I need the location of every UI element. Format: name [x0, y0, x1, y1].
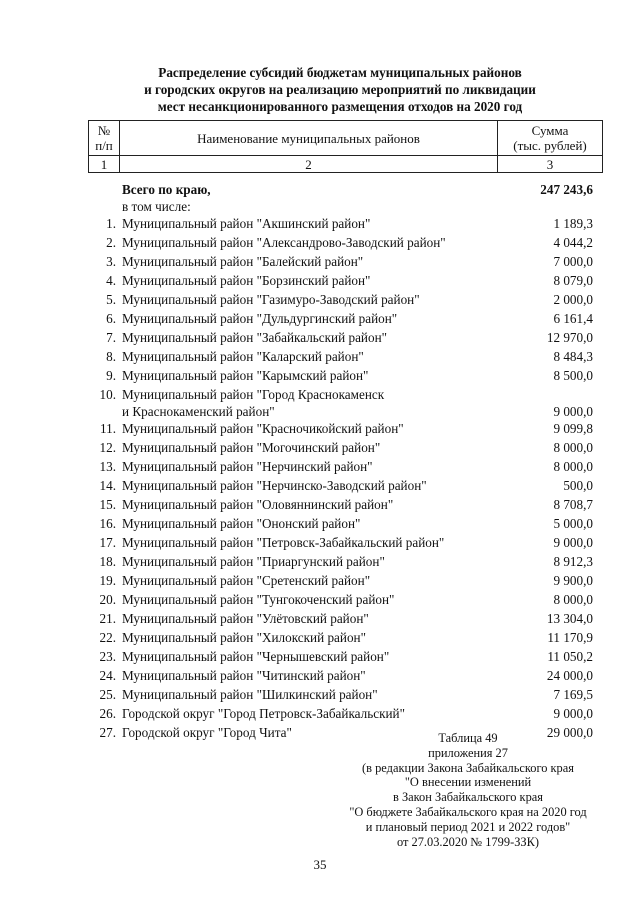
row-name: Муниципальный район "Балейский район"	[122, 254, 364, 269]
note-line: Таблица 49	[438, 731, 498, 745]
table-row	[88, 348, 603, 367]
note-line: и плановый период 2021 и 2022 годов"	[365, 819, 571, 834]
note-line: (в редакции Закона Забайкальского края	[362, 760, 574, 775]
row-name: Муниципальный район "Могочинский район"	[122, 440, 381, 455]
row-name: Городской округ "Город Петровск-Забайкальский"	[122, 706, 405, 721]
row-name: Муниципальный район "Тунгокоченский район"	[122, 592, 395, 607]
row-name: Муниципальный район "Чернышевский район"	[122, 649, 390, 664]
row-number: 14.	[99, 478, 116, 493]
row-number: 5.	[106, 292, 116, 307]
table-row	[88, 291, 603, 310]
appendix-note	[318, 731, 618, 849]
row-value: 7 000,0	[553, 254, 593, 269]
row-value: 9 000,0	[553, 404, 593, 419]
table-row	[88, 705, 603, 724]
row-name: Муниципальный район "Нерчинско-Заводский район"	[122, 478, 427, 493]
row-name: Муниципальный район "Александрово-Заводский район"	[122, 235, 446, 250]
row-number: 16.	[99, 516, 116, 531]
table-row	[88, 458, 603, 477]
row-name: Муниципальный район "Оловяннинский район"	[122, 497, 394, 512]
row-value: 8 708,7	[553, 497, 593, 512]
row-name-line2: и Краснокаменский район"	[122, 404, 275, 419]
header-index-2: 2	[120, 156, 498, 173]
header-num-cell	[89, 121, 120, 156]
subtotal-caption: в том числе:	[122, 199, 191, 214]
row-value: 12 970,0	[546, 330, 593, 345]
title-line: Распределение субсидий бюджетам муниципальных районов	[158, 65, 522, 80]
row-name	[122, 386, 522, 420]
row-name: Муниципальный район "Забайкальский район"	[122, 330, 388, 345]
row-number: 25.	[99, 687, 116, 702]
header-num-line1: №	[97, 123, 111, 138]
table-row	[88, 234, 603, 253]
note-line: в Закон Забайкальского края	[393, 790, 543, 805]
header-index-3: 3	[498, 156, 603, 173]
row-value: 8 000,0	[553, 459, 593, 474]
row-number: 17.	[99, 535, 116, 550]
row-value: 1 189,3	[553, 216, 593, 231]
table-header	[88, 120, 603, 173]
row-value: 8 484,3	[553, 349, 593, 364]
row-number: 26.	[99, 706, 116, 721]
total-value: 247 243,6	[540, 182, 593, 197]
row-name: Муниципальный район "Красночикойский район"	[122, 421, 404, 436]
table-row	[88, 686, 603, 705]
row-name-line1: Муниципальный район "Город Краснокаменск	[122, 387, 385, 402]
row-name: Муниципальный район "Каларский район"	[122, 349, 364, 364]
table-row	[88, 253, 603, 272]
row-number: 22.	[99, 630, 116, 645]
row-name: Муниципальный район "Сретенский район"	[122, 573, 371, 588]
row-number: 11.	[100, 421, 116, 436]
row-name: Муниципальный район "Борзинский район"	[122, 273, 371, 288]
row-number: 19.	[99, 573, 116, 588]
table-row	[88, 610, 603, 629]
note-line: приложения 27	[428, 745, 508, 760]
row-name: Муниципальный район "Петровск-Забайкальский район"	[122, 535, 445, 550]
row-number: 21.	[99, 611, 116, 626]
row-value: 24 000,0	[546, 668, 593, 683]
row-name: Муниципальный район "Газимуро-Заводский район"	[122, 292, 420, 307]
row-value: 9 000,0	[553, 535, 593, 550]
row-number: 1.	[106, 216, 116, 231]
page-number: 35	[313, 857, 327, 872]
row-name: Муниципальный район "Дульдургинский район"	[122, 311, 398, 326]
total-row	[88, 181, 603, 198]
row-name: Муниципальный район "Акшинский район"	[122, 216, 371, 231]
row-number: 12.	[99, 440, 116, 455]
row-value: 2 000,0	[553, 292, 593, 307]
row-value: 9 099,8	[553, 421, 593, 436]
row-number: 24.	[99, 668, 116, 683]
row-value: 29 000,0	[546, 725, 593, 740]
header-sum-cell	[498, 121, 603, 156]
row-number: 20.	[99, 592, 116, 607]
table-row	[88, 667, 603, 686]
document-title	[70, 64, 610, 115]
table-row	[88, 272, 603, 291]
row-name: Муниципальный район "Хилокский район"	[122, 630, 366, 645]
row-name: Муниципальный район "Шилкинский район"	[122, 687, 378, 702]
table-row	[88, 553, 603, 572]
row-number: 18.	[99, 554, 116, 569]
row-value: 8 000,0	[553, 440, 593, 455]
header-index-1: 1	[89, 156, 120, 173]
table-row	[88, 367, 603, 386]
table-row	[88, 329, 603, 348]
row-number: 6.	[106, 311, 116, 326]
row-name: Муниципальный район "Приаргунский район"	[122, 554, 385, 569]
total-label: Всего по краю,	[122, 182, 211, 197]
row-number: 23.	[99, 649, 116, 664]
table-row	[88, 648, 603, 667]
row-number: 3.	[106, 254, 116, 269]
row-number: 13.	[99, 459, 116, 474]
row-value: 8 912,3	[553, 554, 593, 569]
row-value: 6 161,4	[553, 311, 593, 326]
table-row	[88, 496, 603, 515]
row-number: 10.	[99, 387, 116, 402]
row-name: Городской округ "Город Чита"	[122, 725, 292, 740]
row-value: 8 000,0	[553, 592, 593, 607]
header-name-cell: Наименование муниципальных районов	[120, 121, 498, 156]
note-line: "О бюджете Забайкальского края на 2020 год	[349, 804, 587, 819]
row-number: 4.	[106, 273, 116, 288]
table-row	[88, 515, 603, 534]
table-row	[88, 591, 603, 610]
table-row	[88, 386, 603, 420]
header-sum-line1: Сумма	[531, 123, 569, 138]
row-number: 27.	[99, 725, 116, 740]
row-value: 500,0	[563, 478, 593, 493]
row-number: 7.	[106, 330, 116, 345]
table-row	[88, 572, 603, 591]
title-line: мест несанкционированного размещения отходов на 2020 год	[157, 99, 523, 114]
subtotal-caption-row	[88, 198, 603, 215]
row-value: 5 000,0	[553, 516, 593, 531]
row-number: 9.	[106, 368, 116, 383]
title-line: и городских округов на реализацию мероприятий по ликвидации	[144, 82, 536, 97]
row-value: 8 079,0	[553, 273, 593, 288]
row-name: Муниципальный район "Читинский район"	[122, 668, 366, 683]
table-row	[88, 477, 603, 496]
row-name: Муниципальный район "Нерчинский район"	[122, 459, 373, 474]
row-value: 13 304,0	[546, 611, 593, 626]
table-row	[88, 629, 603, 648]
header-num-line2: п/п	[95, 138, 113, 153]
table-row	[88, 420, 603, 439]
table-row	[88, 439, 603, 458]
row-number: 8.	[106, 349, 116, 364]
row-number: 2.	[106, 235, 116, 250]
table-row	[88, 310, 603, 329]
row-number: 15.	[99, 497, 116, 512]
note-line: "О внесении изменений	[404, 775, 532, 790]
row-value: 7 169,5	[553, 687, 593, 702]
table-row	[88, 534, 603, 553]
row-name: Муниципальный район "Улётовский район"	[122, 611, 369, 626]
table-body	[88, 181, 603, 743]
row-name: Муниципальный район "Ононский район"	[122, 516, 361, 531]
row-name: Муниципальный район "Карымский район"	[122, 368, 369, 383]
row-value: 9 000,0	[553, 706, 593, 721]
row-value: 11 170,9	[547, 630, 593, 645]
row-value: 9 900,0	[553, 573, 593, 588]
row-value: 4 044,2	[553, 235, 593, 250]
row-value: 11 050,2	[547, 649, 593, 664]
header-sum-line2: (тыс. рублей)	[513, 138, 587, 153]
row-value: 8 500,0	[553, 368, 593, 383]
note-line: от 27.03.2020 № 1799-ЗЗК)	[396, 834, 540, 849]
table-row	[88, 215, 603, 234]
